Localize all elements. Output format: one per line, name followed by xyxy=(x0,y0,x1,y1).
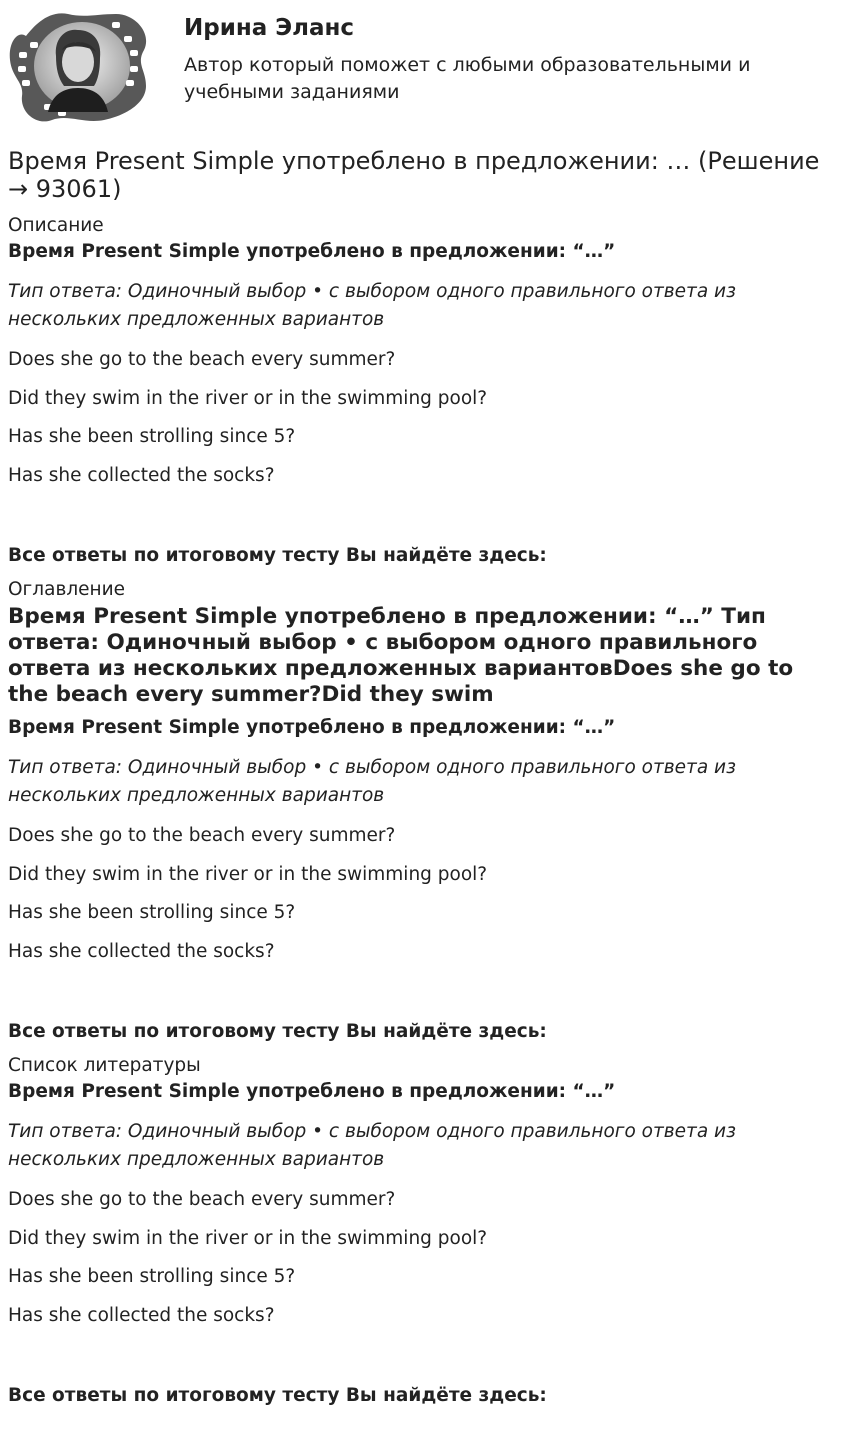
author-description: Автор который поможет с любыми образовательными и учебными заданиями xyxy=(184,54,751,103)
answers-link-text[interactable]: Все ответы по итоговому тесту Вы найдёте здесь: xyxy=(8,545,547,566)
option-item: Has she been strolling since 5? xyxy=(8,902,296,923)
answers-link-text[interactable]: Все ответы по итоговому тесту Вы найдёте здесь: xyxy=(8,1021,547,1042)
references-section xyxy=(8,1055,838,1407)
section-label-contents: Оглавление xyxy=(8,579,126,600)
option-item: Has she collected the socks? xyxy=(8,464,275,486)
author-avatar[interactable] xyxy=(8,8,150,126)
answer-type: Тип ответа: Одиночный выбор • с выбором одного правильного ответа из нескольких предложенных вариантов xyxy=(8,1121,736,1170)
section-label-description: Описание xyxy=(8,215,104,236)
question-title: Время Present Simple употреблено в предложении: “…” xyxy=(8,241,616,262)
section-label-references: Список литературы xyxy=(8,1055,201,1076)
option-item: Has she been strolling since 5? xyxy=(8,1266,296,1287)
answer-type: Тип ответа: Одиночный выбор • с выбором одного правильного ответа из нескольких предложенных вариантов xyxy=(8,281,736,330)
option-item: Has she been strolling since 5? xyxy=(8,426,296,447)
answers-link-text[interactable]: Все ответы по итоговому тесту Вы найдёте здесь: xyxy=(8,1385,547,1406)
option-item: Does she go to the beach every summer? xyxy=(8,825,396,846)
option-item: Did they swim in the river or in the swimming pool? xyxy=(8,387,488,409)
main-content xyxy=(8,147,838,1407)
contents-section xyxy=(8,579,838,1043)
option-item: Has she collected the socks? xyxy=(8,1304,275,1326)
answer-type: Тип ответа: Одиночный выбор • с выбором одного правильного ответа из нескольких предложенных вариантов xyxy=(8,757,736,806)
option-item: Does she go to the beach every summer? xyxy=(8,1189,396,1210)
question-title: Время Present Simple употреблено в предложении: “…” xyxy=(8,1081,616,1102)
author-card xyxy=(8,8,838,128)
toc-entry[interactable]: Время Present Simple употреблено в предложении: “…” Тип ответа: Одиночный выбор • с выбором одного правильного ответа из нескольких предложенных вариантовDoes she go to the beach every summer?Did they swim xyxy=(8,604,794,707)
option-item: Did they swim in the river or in the swimming pool? xyxy=(8,1227,488,1249)
option-item: Did they swim in the river or in the swimming pool? xyxy=(8,863,488,885)
author-name[interactable]: Ирина Эланс xyxy=(184,15,355,41)
question-title: Время Present Simple употреблено в предложении: “…” xyxy=(8,717,616,738)
page-title: Время Present Simple употреблено в предложении: … (Решение → 93061) xyxy=(8,147,820,203)
description-section xyxy=(8,215,838,567)
film-frame-photo-icon xyxy=(8,8,150,126)
option-item: Has she collected the socks? xyxy=(8,940,275,962)
option-item: Does she go to the beach every summer? xyxy=(8,349,396,370)
